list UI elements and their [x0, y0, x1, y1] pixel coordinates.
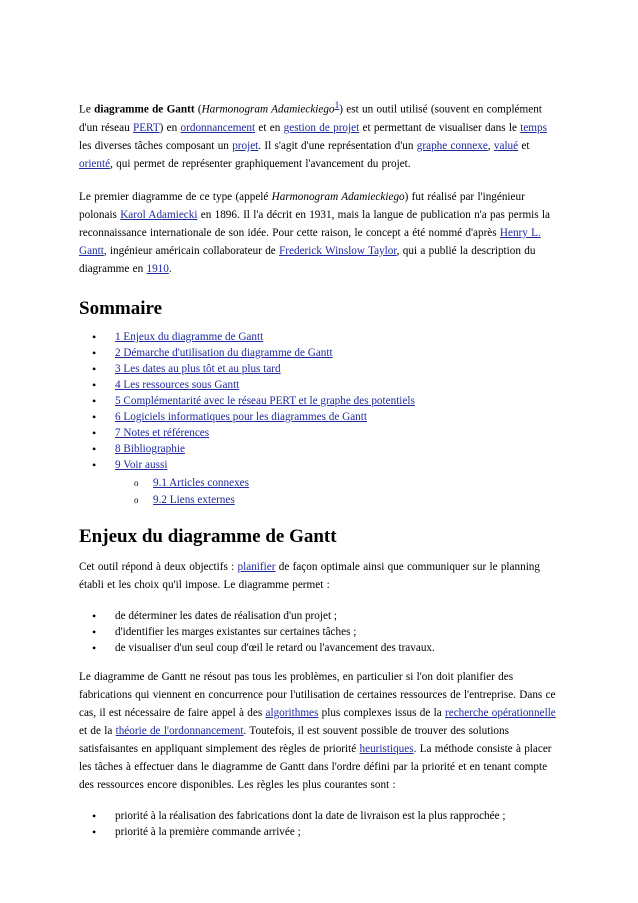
article [79, 97, 559, 840]
table-of-contents [79, 329, 559, 508]
text: et en [255, 121, 284, 134]
text: . Toutefois, il est souvent possible de trouver des solutions satisfaisantes en appliquant simplement des règles de priorité [79, 724, 509, 755]
intro-paragraph-1 [79, 97, 559, 173]
link-theorie-ordonnancement[interactable]: théorie de l'ordonnancement [115, 724, 244, 737]
toc-link[interactable]: 1 Enjeux du diagramme de Gantt [115, 330, 264, 343]
text: Le premier diagramme de ce type (appelé [79, 190, 272, 203]
link-graphe-connexe[interactable]: graphe connexe [416, 139, 488, 152]
link-planifier[interactable]: planifier [237, 560, 276, 573]
toc-link[interactable]: 4 Les ressources sous Gantt [115, 378, 240, 391]
list-item: • de déterminer les dates de réalisation d'un projet ; [79, 608, 559, 624]
link-algorithmes[interactable]: algorithmes [265, 706, 319, 719]
text: , ingénieur américain collaborateur de [103, 244, 280, 257]
toc-subitem [79, 475, 559, 491]
toc-item [79, 377, 559, 393]
text: . La méthode consiste à placer les tâches à effectuer dans le diagramme de Gantt dans l'ordre défini par la priorité et en tenant compte des ressources encore disponibles. Les règles les plus courantes sont : [79, 742, 552, 791]
rules-list [79, 808, 559, 840]
toc-item [79, 345, 559, 361]
list-item: • de visualiser d'un seul coup d'œil le retard ou l'avancement des travaux. [79, 640, 559, 656]
objectives-list [79, 608, 559, 656]
toc-link[interactable]: 9.1 Articles connexes [153, 476, 249, 489]
link-temps[interactable]: temps [520, 121, 547, 134]
toc-link[interactable]: 2 Démarche d'utilisation du diagramme de Gantt [115, 346, 333, 359]
toc-item [79, 441, 559, 457]
link-value[interactable]: valué [493, 139, 519, 152]
section-title: Enjeux du diagramme de Gantt [79, 525, 337, 547]
toc-item [79, 457, 559, 473]
toc-link[interactable]: 7 Notes et références [115, 426, 210, 439]
toc-item [79, 393, 559, 409]
text: plus complexes issus de la [318, 706, 446, 719]
text: de façon optimale ainsi que communiquer sur le planning établi et les choix qu'il impose. Le diagramme permet : [79, 560, 540, 591]
list-item: • priorité à la première commande arrivée ; [79, 824, 559, 840]
toc-link[interactable]: 9 Voir aussi [115, 458, 168, 471]
toc-title: Sommaire [79, 297, 163, 319]
toc-item [79, 425, 559, 441]
link-frederick-taylor[interactable]: Frederick Winslow Taylor [279, 244, 397, 257]
text: Cet outil répond à deux objectifs : [79, 560, 238, 573]
toc-link[interactable]: 3 Les dates au plus tôt et au plus tard [115, 362, 281, 375]
section-paragraph-2 [79, 668, 559, 794]
text: ) en [159, 121, 181, 134]
text: . [168, 262, 172, 275]
text: et de la [79, 724, 116, 737]
link-projet[interactable]: projet [232, 139, 259, 152]
text: , [487, 139, 494, 152]
polish-name: Harmonogram Adamieckiego [271, 190, 405, 203]
text: Le [79, 103, 95, 116]
link-heuristiques[interactable]: heuristiques [359, 742, 414, 755]
text: , qui a publié la description du diagramme en [79, 244, 536, 275]
link-ordonnancement[interactable]: ordonnancement [180, 121, 256, 134]
toc-subitem [79, 492, 559, 508]
text: et permettant de visualiser dans le [359, 121, 521, 134]
intro-paragraph-2 [79, 188, 559, 278]
section-paragraph-1 [79, 558, 559, 594]
toc-item [79, 361, 559, 377]
text: les diverses tâches composant un [79, 139, 233, 152]
text: , qui permet de représenter graphiquement l'avancement du projet. [110, 157, 411, 170]
link-gestion-de-projet[interactable]: gestion de projet [283, 121, 360, 134]
toc-link[interactable]: 6 Logiciels informatiques pour les diagrammes de Gantt [115, 410, 367, 423]
link-1910[interactable]: 1910 [146, 262, 169, 275]
list-item: • priorité à la réalisation des fabrications dont la date de livraison est la plus rapprochée ; [79, 808, 559, 824]
text: Le diagramme de Gantt ne résout pas tous les problèmes, en particulier si l'on doit planifier des fabrications qui viennent en concurrence pour l'utilisation de certaines ressources de l'entreprise. Dans ce cas, il est nécessaire de faire appel à des [79, 670, 556, 719]
toc-link[interactable]: 8 Bibliographie [115, 442, 185, 455]
link-recherche-operationnelle[interactable]: recherche opérationnelle [445, 706, 556, 719]
polish-name: Harmonogram Adamieckiego [201, 103, 335, 116]
text: ) fut réalisé par l'ingénieur polonais [79, 190, 525, 221]
article-subject: diagramme de Gantt [94, 103, 195, 116]
text: en 1896. Il l'a décrit en 1931, mais la langue de publication n'a pas permis la reconnaissance internationale de son idée. Pour cette raison, le concept a été nommé d'après [79, 208, 550, 239]
text: et [518, 139, 530, 152]
link-pert[interactable]: PERT [132, 121, 160, 134]
text: ) est un outil utilisé (souvent en complément d'un réseau [79, 103, 542, 134]
link-oriente[interactable]: orienté [79, 157, 111, 170]
list-item: • d'identifier les marges existantes sur certaines tâches ; [79, 624, 559, 640]
toc-item [79, 329, 559, 345]
toc-link[interactable]: 5 Complémentarité avec le réseau PERT et le graphe des potentiels [115, 394, 415, 407]
link-henry-gantt[interactable]: Henry L. Gantt [79, 226, 541, 257]
toc-item [79, 409, 559, 425]
footnote-link[interactable]: 1 [334, 101, 340, 111]
link-karol-adamiecki[interactable]: Karol Adamiecki [120, 208, 198, 221]
text: . Il s'agit d'une représentation d'un [258, 139, 417, 152]
toc-link[interactable]: 9.2 Liens externes [153, 493, 235, 506]
text: ( [194, 103, 202, 116]
